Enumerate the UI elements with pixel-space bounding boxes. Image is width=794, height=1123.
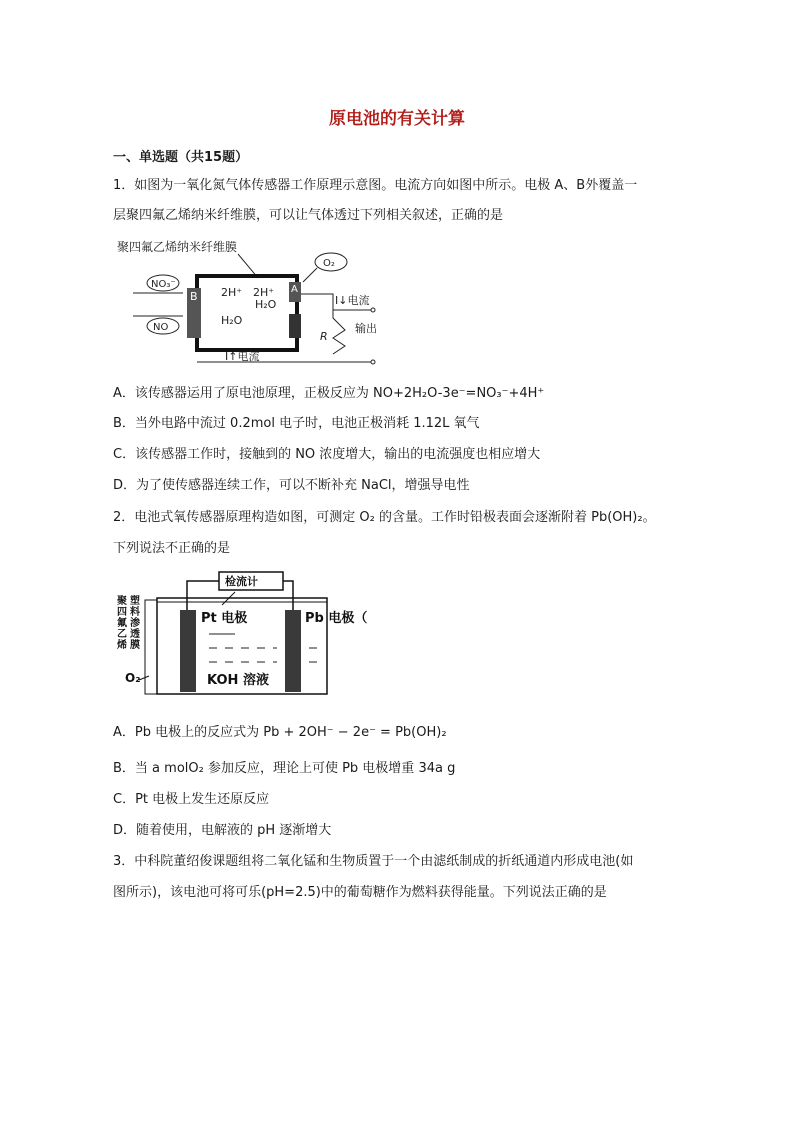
membrane-label: 聚四氟乙烯纳米纤维膜 [117, 240, 238, 254]
pt-electrode-bar [180, 610, 196, 692]
o2-arrow [139, 676, 149, 680]
q2-option-d: D．随着使用，电解液的 pH 逐渐增大 [113, 823, 332, 838]
no-label: NO [153, 322, 169, 333]
q2-option-c: C．Pt 电极上发生还原反应 [113, 792, 270, 807]
membrane-char: 烯 [117, 640, 127, 651]
membrane-char: 膜 [130, 640, 140, 651]
pt-electrode-label: Pt 电极 [201, 611, 248, 626]
membrane-label-text [117, 594, 140, 651]
q1-option-d: D．为了使传感器连续工作，可以不断补充 NaCl，增强导电性 [113, 478, 470, 493]
h2o-right-label: H₂O [255, 298, 277, 311]
q2-figure [117, 570, 377, 700]
solution-label: KOH 溶液 [207, 673, 269, 688]
q1-option-b: B．当外电路中流过 0.2mol 电子时，电池正极消耗 1.12L 氧气 [113, 416, 480, 431]
membrane-char: 四 [117, 607, 127, 618]
electrode-b-label: B [190, 290, 198, 303]
membrane-column [145, 600, 157, 694]
output-label: 输出 [355, 322, 377, 335]
h2o-left-label: H₂O [221, 314, 243, 327]
no3-label: NO₃⁻ [151, 279, 176, 290]
right-gap-block [289, 314, 301, 338]
current-top-label: I↓电流 [335, 294, 370, 307]
resistor-label: R [320, 330, 328, 343]
h-right-label: 2H⁺ [253, 286, 275, 299]
q2-option-a: A．Pb 电极上的反应式为 Pb + 2OH⁻ − 2e⁻ = Pb(OH)₂ [113, 725, 447, 740]
o2-label: O₂ [323, 258, 335, 269]
membrane-char: 塑 [130, 596, 140, 607]
section-heading: 一、单选题（共15题） [113, 150, 249, 165]
q1-stem-line1: 1．如图为一氧化氮气体传感器工作原理示意图。电流方向如图中所示。电极 A、B外覆盖一 [113, 178, 638, 193]
wire-left [187, 581, 219, 610]
pb-electrode-label: Pb 电极（ [305, 611, 368, 626]
q1-option-c: C．该传感器工作时，接触到的 NO 浓度增大，输出的电流强度也相应增大 [113, 447, 541, 462]
q2-stem-line1: 2．电池式氧传感器原理构造如图，可测定 O₂ 的含量。工作时铅极表面会逐渐附着 Pb(OH)₂。 [113, 510, 656, 525]
membrane-char: 渗 [130, 618, 140, 629]
o2-arrow [303, 268, 317, 282]
membrane-char: 氟 [117, 618, 127, 629]
membrane-char: 料 [130, 607, 140, 618]
pb-electrode-bar [285, 610, 301, 692]
membrane-char: 聚 [117, 596, 127, 607]
page-title: 原电池的有关计算 [329, 109, 465, 129]
output-terminal-top [371, 308, 375, 312]
q2-option-b: B．当 a molO₂ 参加反应，理论上可使 Pb 电极增重 34a g [113, 761, 456, 776]
electrode-a-label: A [291, 284, 298, 295]
q3-stem-line2: 图所示)，该电池可将可乐(pH=2.5)中的葡萄糖作为燃料获得能量。下列说法正确的是 [113, 885, 607, 900]
membrane-char: 乙 [117, 629, 127, 640]
current-bottom-label: I↑电流 [225, 350, 260, 363]
o2-label: O₂ [125, 671, 141, 685]
membrane-char: 透 [130, 629, 140, 640]
cell-box [197, 276, 297, 350]
q1-figure [113, 238, 403, 368]
output-terminal-bottom [371, 360, 375, 364]
electrolyte [209, 634, 323, 662]
q2-stem-line2: 下列说法不正确的是 [113, 541, 231, 556]
q1-stem-line2: 层聚四氟乙烯纳米纤维膜，可以让气体透过下列相关叙述，正确的是 [113, 208, 504, 223]
meter-label: 检流计 [225, 575, 258, 588]
q1-option-a: A．该传感器运用了原电池原理，正极反应为 NO+2H₂O-3e⁻=NO₃⁻+4H⁺ [113, 386, 545, 401]
q3-stem-line1: 3．中科院董绍俊课题组将二氧化锰和生物质置于一个由滤纸制成的折纸通道内形成电池(如 [113, 854, 634, 869]
h-left-label: 2H⁺ [221, 286, 243, 299]
wire-right [283, 581, 293, 610]
